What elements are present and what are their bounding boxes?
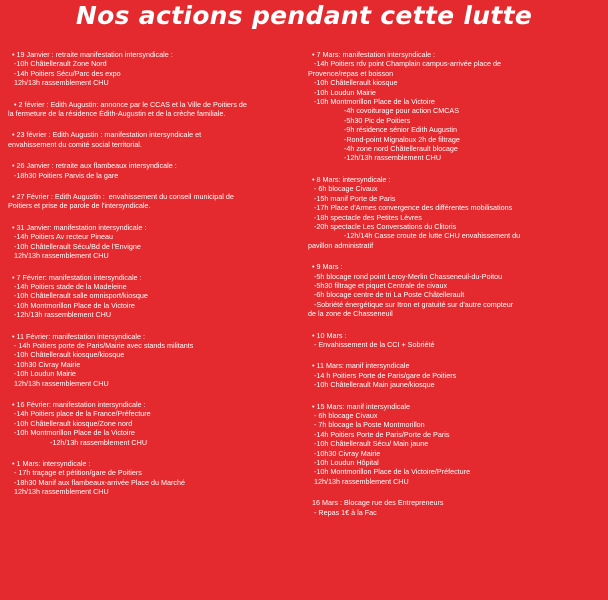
action-line: -12h/13h rassemblement CHU: [8, 437, 148, 447]
action-line: -10h Châtellerault Sécu/ Main jaune: [308, 439, 429, 449]
action-line: Provence/repas et boisson: [308, 68, 394, 78]
action-entry: [8, 161, 292, 180]
action-line: -17h Place d'Armes convergence des différentes mobilisations: [308, 203, 513, 213]
action-line: -5h blocage rond point Leroy-Merlin Chasseneuil-du-Poitou: [308, 271, 503, 281]
action-entry: [308, 361, 598, 389]
action-line: -10h Châtellerault kiosque/kiosque: [8, 350, 125, 360]
action-line: -10h30 Civray Mairie: [8, 359, 81, 369]
action-line: -10h Montmorillon Place de la Victoire: [8, 428, 135, 438]
action-line: -10h Loudun Mairie: [8, 369, 76, 379]
action-entry: [8, 459, 292, 497]
action-line: • 31 Janvier: manifestation intersyndicale :: [8, 222, 147, 232]
action-line: -12h/14h Casse croute de lutte CHU envahissement du: [308, 231, 521, 241]
action-line: -9h résidence sénior Edith Augustin: [308, 125, 458, 135]
action-line: • 9 Mars :: [308, 262, 343, 272]
action-line: -10h Châtellerault salle omnisport/kiosque: [8, 291, 148, 301]
action-line: - 6h blocage Civaux: [308, 411, 378, 420]
action-line: -15h manif Porte de Paris: [308, 193, 396, 203]
action-line: de la zone de Chasseneuil: [308, 309, 393, 319]
action-line: - Envahissement de la CCI + Sobriété: [308, 339, 435, 349]
action-line: -6h blocage centre de tri La Poste Châtellerault: [308, 290, 465, 300]
action-entry: [8, 400, 292, 447]
action-line: -10h Montmorillon Place de la Victoire: [308, 97, 435, 107]
action-entry: [8, 130, 292, 149]
action-entry: [8, 192, 292, 211]
action-line: -10h Châtellerault Zone Nord: [8, 59, 107, 69]
action-line: • 16 Février: manifestation intersyndicale :: [8, 399, 146, 409]
action-line: -18h spectacle des Petites Lèvres: [308, 212, 422, 222]
action-entry: [8, 100, 292, 119]
action-entry: [8, 223, 292, 261]
action-line: 12h/13h rassemblement CHU: [8, 78, 109, 88]
action-line: -4h covoiturage pour action CMCAS: [308, 106, 460, 116]
action-line: - 7h blocage la Poste Montmorillon: [308, 420, 425, 430]
action-line: -14h Poitiers Av recteur Pineau: [8, 232, 113, 242]
action-line: -12h/13h rassemblement CHU: [308, 153, 442, 163]
action-line: - 14h Poitiers porte de Paris/Mairie avec stands militants: [8, 340, 194, 350]
action-line: -14h Poitiers Porte de Paris/Porte de Paris: [308, 429, 450, 439]
action-line: • 10 Mars :: [308, 330, 347, 340]
left-column: [8, 50, 292, 509]
action-line: pavillon administratif: [308, 240, 374, 250]
action-line: 12h/13h rassemblement CHU: [8, 251, 109, 261]
action-line: -14h Poitiers rdv point Champlain campus-arrivée place de: [308, 59, 501, 69]
action-line: • 15 Mars: manif intersyndicale: [308, 401, 410, 411]
action-line: -5h30 filtrage et piquet Centrale de civaux: [308, 280, 448, 290]
action-line: - 17h traçage et pétition/gare de Poitiers: [8, 468, 142, 478]
action-line: -10h Châtellerault Main jaune/kiosque: [308, 380, 435, 390]
action-entry: [8, 50, 292, 88]
action-line: -14h Poitiers place de la France/Préfecture: [8, 409, 151, 419]
action-line: • 27 Février : Edith Augustin : envahissement du conseil municipal de: [8, 192, 234, 202]
action-line: • 7 Mars: manifestation intersyndicale :: [308, 50, 436, 59]
action-line: -10h Loudun Mairie: [308, 87, 376, 97]
action-line: -14h Poitiers Sécu/Parc des expo: [8, 68, 121, 78]
action-line: • 23 février : Edith Augustin : manifestation intersyndicale et: [8, 130, 202, 140]
action-line: -10h Montmorillon Place de la Victoire: [8, 300, 135, 310]
action-line: • 7 Février: manifestation intersyndicale :: [8, 272, 142, 282]
action-line: • 19 Janvier : retraite manifestation intersyndicale :: [8, 50, 173, 59]
action-line: 16 Mars : Blocage rue des Entrepreneurs: [308, 498, 444, 508]
action-line: Poitiers et prise de parole de l'intersyndicale.: [8, 201, 151, 211]
action-line: -18h30 Poitiers Parvis de la gare: [8, 170, 119, 180]
action-line: 12h/13h rassemblement CHU: [8, 487, 109, 497]
action-line: - 6h blocage Civaux: [308, 184, 378, 194]
action-entry: [308, 331, 598, 350]
action-line: envahissement du comité social territorial.: [8, 139, 142, 149]
action-line: -10h Châtellerault kiosque: [308, 78, 398, 88]
action-entry: [308, 262, 598, 318]
action-entry: [308, 498, 598, 517]
action-line: -Sobriété énergétique sur Itron et gratuité sur d'autre compteur: [308, 299, 514, 309]
action-line: 12h/13h rassemblement CHU: [8, 378, 109, 388]
action-line: • 11 Mars: manif intersyndicale: [308, 361, 410, 371]
action-line: • 26 Janvier : retraite aux flambeaux intersyndicale :: [8, 161, 177, 171]
action-line: la fermeture de la résidence Édith-Augustin et de la crèche familiale.: [8, 109, 226, 119]
action-line: -20h spectacle Les Conversations du Clitoris: [308, 221, 457, 231]
action-line: -18h30 Manif aux flambeaux-arrivée Place du Marché: [8, 477, 185, 487]
action-line: -10h Châtellerault Sécu/Bd de l'Envigne: [8, 241, 141, 251]
action-line: -14h Poitiers stade de la Madeleine: [8, 281, 127, 291]
action-line: • 2 février : Edith Augustin: annonce par le CCAS et la Ville de Poitiers de: [8, 99, 247, 109]
action-line: -10h Montmorillon Place de la Victoire/Préfecture: [308, 467, 471, 477]
action-line: -10h Loudun Hôpital: [308, 458, 379, 468]
action-entry: [8, 332, 292, 388]
action-entry: [8, 273, 292, 320]
action-line: 12h/13h rassemblement CHU: [308, 476, 409, 486]
page-title: Nos actions pendant cette lutte: [75, 1, 533, 30]
action-line: -5h30 Pic de Poitiers: [308, 115, 411, 125]
action-line: -4h zone nord Châtellerault blocage: [308, 144, 458, 154]
action-line: • 11 Février: manifestation intersyndicale :: [8, 331, 146, 341]
action-line: -Rond-point Mignaloux 2h de filtrage: [308, 134, 460, 144]
action-line: - Repas 1€ à la Fac: [308, 507, 377, 517]
action-line: • 8 Mars: intersyndicale :: [308, 174, 391, 184]
action-line: -12h/13h rassemblement CHU: [8, 310, 112, 320]
action-line: -10h30 Civray Mairie: [308, 448, 381, 458]
action-entry: [308, 402, 598, 487]
action-entry: [308, 50, 598, 163]
right-column: [308, 50, 598, 529]
action-line: -14 h Poitiers Porte de Paris/gare de Poitiers: [308, 370, 457, 380]
action-line: -10h Châtellerault kiosque/Zone nord: [8, 418, 133, 428]
action-line: • 1 Mars: intersyndicale :: [8, 459, 91, 468]
action-entry: [308, 175, 598, 250]
